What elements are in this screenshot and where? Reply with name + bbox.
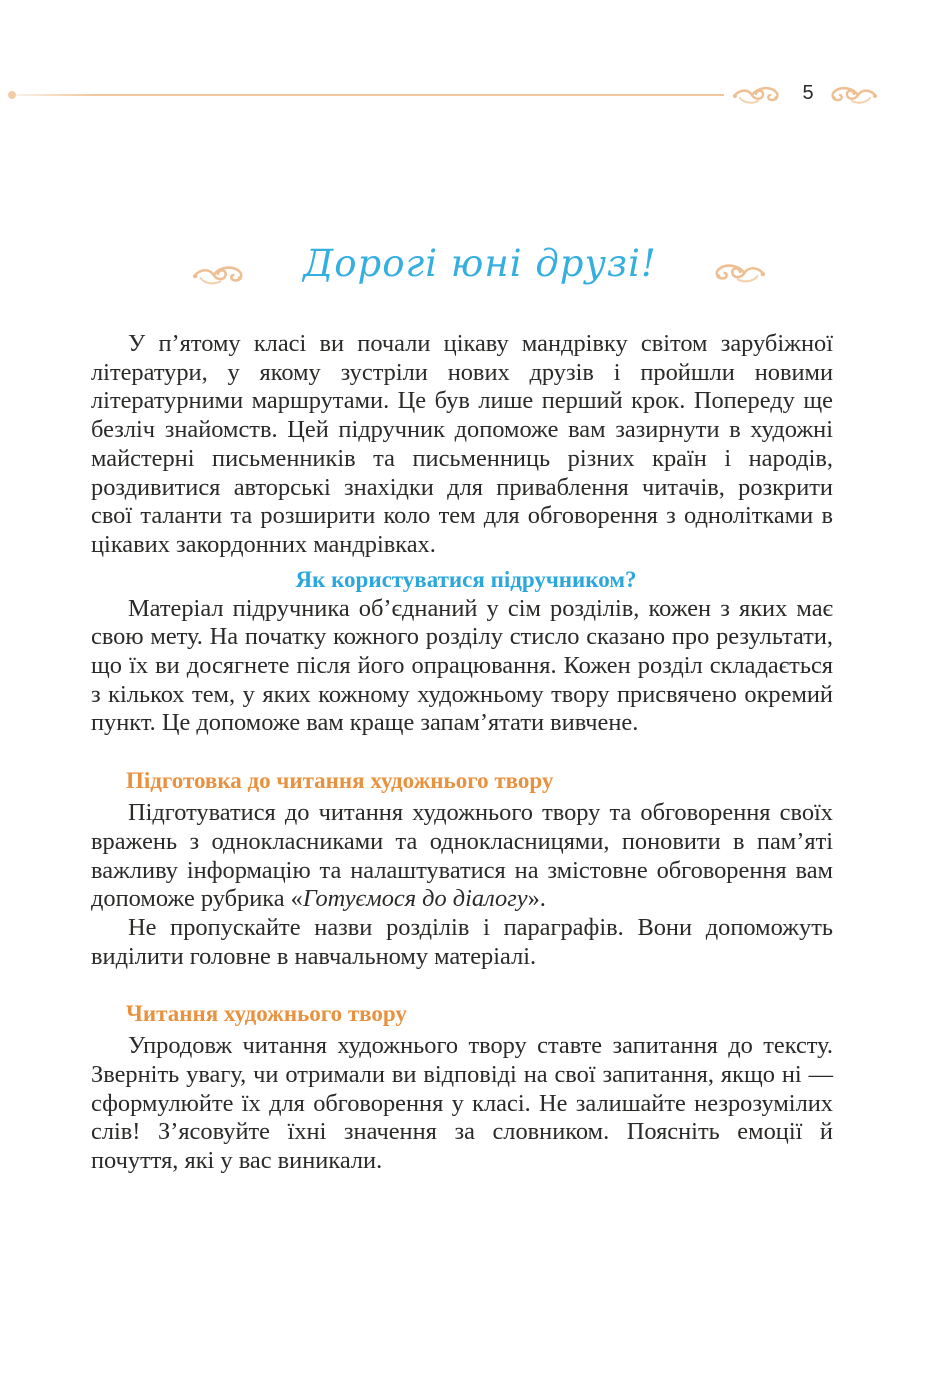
preparation-paragraph [91,799,833,914]
reading-paragraph: Упродовж читання художнього твору ставте запитання до тексту. Зверніть увагу, чи отримали ви відповіді на свої запитання, якщо ні — сформулюйте їх для обговорення у класі. Не залишайте незрозумілих слів! З’ясовуйте їхні значення за словником. Поясніть емоції й почуття, які у вас виникали. [91,1032,833,1175]
section-heading-preparation: Підготовка до читання художнього твору [126,768,554,794]
preparation-text-after: ». [527,885,546,913]
intro-paragraph: У п’ятому класі ви почали цікаву мандрівку світом зарубіжної літератури, у якому зустріли нових друзів і пройшли новими літературними маршрутами. Це був лише перший крок. Попереду ще безліч знайомств. Цей підручник допоможе вам зазирнути в художні майстерні письменників та письменниць різних країн і народів, роздивитися авторські знахідки для приваблення читачів, розкрити свої таланти та розширити коло тем для обговорення з однолітками в цікавих закордонних мандрівках. [91,330,833,558]
flourish-ornament-icon [712,260,768,286]
flourish-ornament-icon [830,83,878,107]
section-heading-reading: Читання художнього твору [126,1001,407,1027]
rubric-name: Готуємося до діалогу [302,885,528,913]
running-header [0,76,952,116]
preparation-text-before: Підготуватися до читання художнього твору та обговорення своїх вражень з однокласниками та однокласницями, поновити в пам’яті важливу інформацію та налаштуватися на змістовне обговорення вам допоможе рубрика « [91,799,833,913]
page-title: Дорогі юні друзі! [303,242,657,285]
title-row [0,240,952,304]
preparation-paragraph-2: Не пропускайте назви розділів і параграфів. Вони допоможуть виділити головне в навчальному матеріалі. [91,913,833,970]
flourish-ornament-icon [190,262,246,288]
header-rule [8,94,724,96]
flourish-ornament-icon [732,83,780,107]
section-heading-how-to-use: Як користуватися підручником? [295,566,637,592]
page-body [91,330,833,1176]
page-number: 5 [802,82,814,104]
how-to-paragraph: Матеріал підручника об’єднаний у сім розділів, кожен з яких має свою мету. На початку кожного розділу стисло сказано про результати, що їх ви досягнете після його опрацювання. Кожен розділ складається з кількох тем, у яких кожному художньому твору присвячено окремий пункт. Це допоможе вам краще запам’ятати вивчене. [91,594,833,737]
